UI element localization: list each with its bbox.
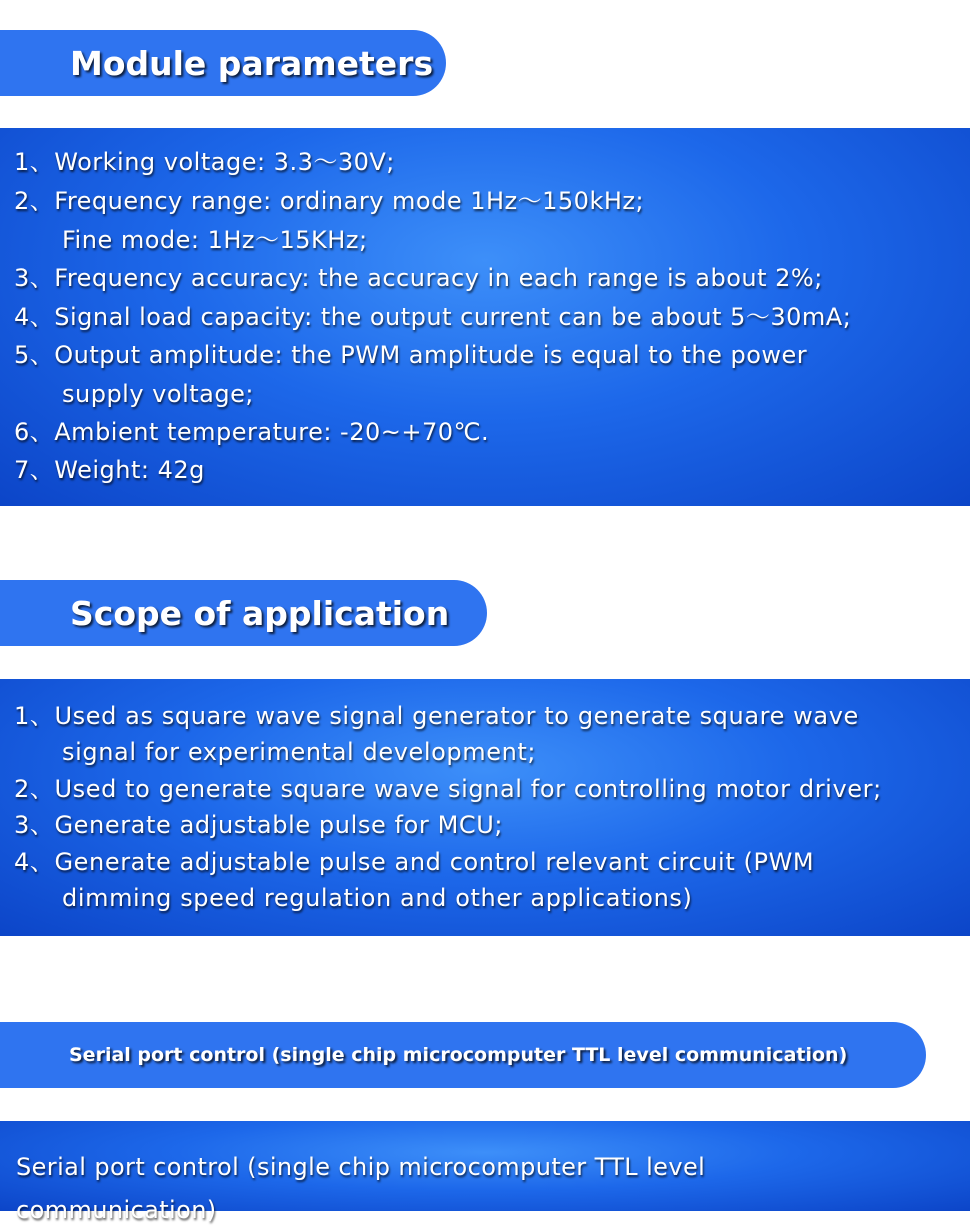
application-line: 3、Generate adjustable pulse for MCU; [14, 811, 504, 839]
scope-of-application-header [0, 580, 487, 646]
parameter-line: 1、Working voltage: 3.3～30V; [14, 148, 395, 176]
parameter-line: 5、Output amplitude: the PWM amplitude is equal to the power [14, 341, 808, 369]
application-line: signal for experimental development; [62, 738, 537, 766]
module-parameters-title: Module parameters [70, 43, 434, 83]
application-line: 4、Generate adjustable pulse and control relevant circuit (PWM [14, 848, 815, 876]
serial-port-control-panel [0, 1121, 970, 1224]
parameter-line: Fine mode: 1Hz～15KHz; [62, 226, 368, 254]
application-line: 1、Used as square wave signal generator to generate square wave [14, 702, 859, 730]
scope-of-application-panel [0, 679, 970, 936]
parameter-line: 2、Frequency range: ordinary mode 1Hz～150kHz; [14, 187, 645, 215]
parameter-line: supply voltage; [62, 380, 254, 408]
module-parameters-header [0, 30, 446, 96]
scope-of-application-title: Scope of application [70, 593, 450, 633]
serial-port-control-title: Serial port control (single chip microcomputer TTL level communication) [69, 1044, 848, 1066]
serial-line: communication) [16, 1196, 217, 1224]
parameter-line: 6、Ambient temperature: -20~+70℃. [14, 418, 490, 446]
serial-port-control-header [0, 1022, 926, 1088]
parameter-line: 7、Weight: 42g [14, 456, 205, 484]
application-line: 2、Used to generate square wave signal for controlling motor driver; [14, 775, 882, 803]
serial-line: Serial port control (single chip microcomputer TTL level [16, 1153, 706, 1181]
parameter-line: 4、Signal load capacity: the output current can be about 5～30mA; [14, 303, 852, 331]
parameter-line: 3、Frequency accuracy: the accuracy in each range is about 2%; [14, 264, 823, 292]
module-parameters-panel [0, 128, 970, 506]
application-line: dimming speed regulation and other applications) [62, 884, 693, 912]
